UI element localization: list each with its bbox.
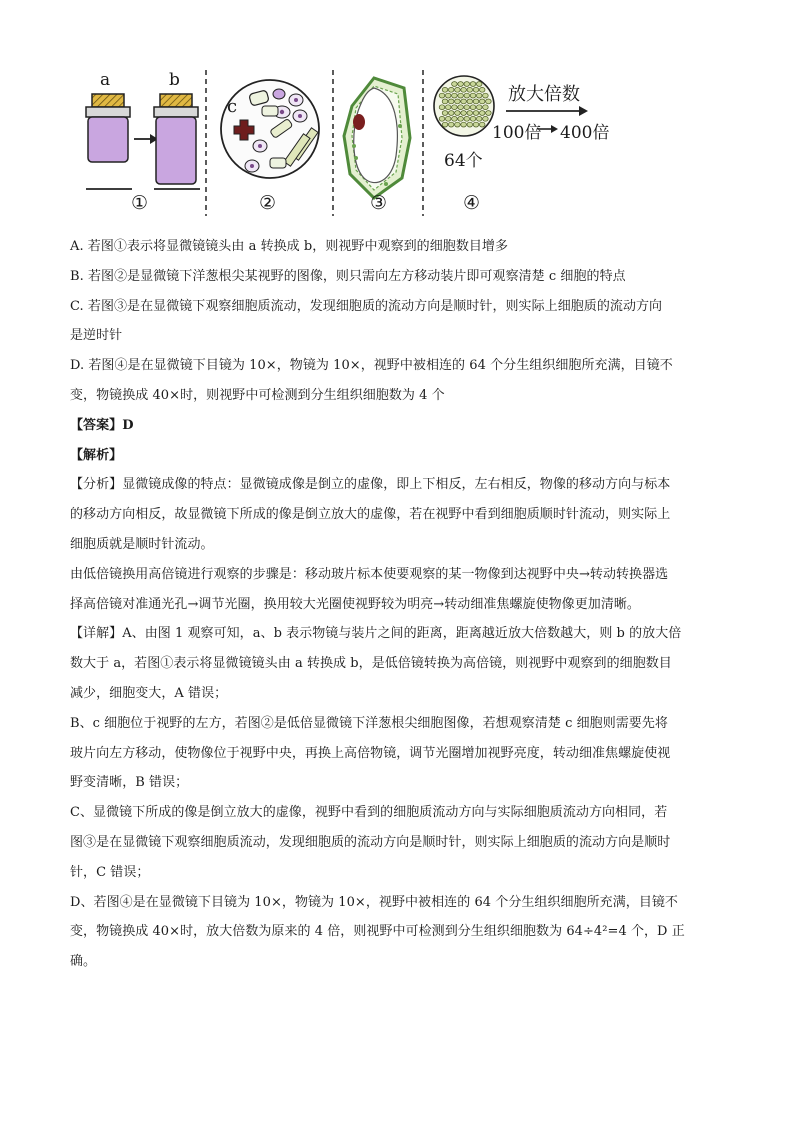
analysis-line: 减少，细胞变大，A 错误； (70, 685, 228, 701)
option-line: A. 若图①表示将显微镜镜头由 a 转换成 b，则视野中观察到的细胞数目增多 (70, 239, 509, 254)
meristem-cell (452, 93, 458, 98)
analysis-line: 【详解】A、由图 1 观察可知，a、b 表示物镜与装片之间的距离，距离越近放大倍数越大，则 b 的放大倍 (70, 626, 682, 642)
panel-number-4: ④ (463, 192, 481, 214)
meristem-cell (442, 122, 448, 127)
objective-lens-a (86, 94, 132, 189)
meristem-cell (458, 93, 464, 98)
meristem-cell (452, 105, 458, 110)
analysis-line: B、c 细胞位于视野的左方，若图②是低倍显微镜下洋葱根尖细胞图像，若想观察清楚 c 细胞则需要先将 (70, 715, 668, 731)
analysis-heading: 【解析】 (70, 447, 123, 463)
magnify-to: 400倍 (560, 123, 610, 143)
meristem-cell (479, 122, 485, 127)
panel-number-3: ③ (370, 192, 388, 214)
meristem-cell (476, 82, 482, 87)
meristem-cell (452, 82, 458, 87)
meristem-cell (473, 87, 479, 92)
cell-count-label: 64个 (444, 151, 483, 171)
option-line: D. 若图④是在显微镜下目镜为 10×，物镜为 10×，视野中被相连的 64 个分生组织细胞所充满，目镜不 (70, 358, 673, 374)
meristem-cell (455, 111, 461, 116)
meristem-cell (458, 105, 464, 110)
panel-number-2: ② (259, 192, 277, 214)
analysis-line: D、若图④是在显微镜下目镜为 10×，物镜为 10×，视野中被相连的 64 个分生组织细胞所充满，目镜不 (70, 894, 678, 910)
option-line: B. 若图②是显微镜下洋葱根尖某视野的图像，则只需向左方移动装片即可观察清楚 c 细胞的特点 (70, 268, 626, 284)
meristem-cell (442, 87, 448, 92)
meristem-cell (442, 111, 448, 116)
meristem-cell (445, 116, 451, 121)
meristem-cell (476, 105, 482, 110)
meristem-cell (486, 99, 492, 104)
meristem-cell (455, 99, 461, 104)
panel-number-1: ① (131, 192, 149, 214)
analysis-line: 数大于 a，若图①表示将显微镜镜头由 a 转换成 b，是低倍镜转换为高倍镜，则视野中观察到的细胞数目 (70, 656, 672, 672)
option-line: 变，物镜换成 40×时，则视野中可检测到分生组织细胞数为 4 个 (70, 387, 445, 403)
analysis-line: 的移动方向相反，故显微镜下所成的像是倒立放大的虚像，若在视野中看到细胞质顺时针流动，则实际上 (70, 507, 671, 523)
magnify-label: 放大倍数 (508, 84, 580, 105)
meristem-cell (483, 93, 489, 98)
meristem-cell (470, 116, 476, 121)
meristem-cell (448, 122, 454, 127)
option-line: 是逆时针 (70, 328, 123, 344)
analysis-line: 择高倍镜对准通光孔→调节光圈，换用较大光圈使视野较为明亮→转动细准焦螺旋使物像更加清晰。 (70, 596, 640, 612)
meristem-cell (448, 87, 454, 92)
meristem-cell (479, 111, 485, 116)
meristem-cell (464, 116, 470, 121)
analysis-line: 野变清晰，B 错误； (70, 775, 189, 791)
meristem-cell (439, 93, 445, 98)
magnify-from: 100倍 (492, 123, 542, 143)
meristem-cell (461, 122, 467, 127)
meristem-cell (467, 87, 473, 92)
meristem-cell (483, 105, 489, 110)
analysis-line: 确。 (70, 954, 97, 970)
objective-lens-b (154, 94, 200, 189)
meristem-cell (473, 122, 479, 127)
label-a: a (100, 70, 111, 90)
meristem-cell (470, 82, 476, 87)
meristem-cell (442, 99, 448, 104)
meristem-cell (461, 111, 467, 116)
meristem-cell (464, 93, 470, 98)
meristem-cell (473, 111, 479, 116)
meristem-cell (464, 82, 470, 87)
meristem-cell (458, 82, 464, 87)
meristem-cell (479, 99, 485, 104)
meristem-cell (439, 116, 445, 121)
analysis-body (70, 470, 720, 977)
analysis-line: 细胞质就是顺时针流动。 (70, 536, 214, 552)
meristem-cell (476, 116, 482, 121)
label-c: c (227, 96, 238, 117)
meristem-cells-field (434, 76, 494, 136)
meristem-cell (470, 105, 476, 110)
analysis-line: 变，物镜换成 40×时，放大倍数为原来的 4 倍，则视野中可检测到分生组织细胞数为 64÷4²=4 个，D 正 (70, 924, 685, 940)
analysis-line: 由低倍镜换用高倍镜进行观察的步骤是：移动玻片标本使要观察的某一物像到达视野中央→转动转换器选 (70, 566, 669, 582)
analysis-line: 图③是在显微镜下观察细胞质流动，发现细胞质的流动方向是顺时针，则实际上细胞质的流动方向是顺时 (70, 834, 671, 850)
meristem-cell (455, 87, 461, 92)
meristem-cell (461, 99, 467, 104)
root-tip-field (221, 80, 319, 178)
meristem-cell (445, 105, 451, 110)
meristem-cell (483, 116, 489, 121)
meristem-cell (464, 105, 470, 110)
option-list (70, 232, 720, 411)
analysis-line: 玻片向左方移动，使物像位于视野中央，再换上高倍物镜，调节光圈增加视野亮度，转动细准焦螺旋使视 (70, 745, 671, 761)
question-content (70, 232, 720, 977)
meristem-cell (455, 122, 461, 127)
meristem-cell (448, 99, 454, 104)
meristem-cell (467, 111, 473, 116)
microscope-figure (74, 66, 634, 226)
meristem-cell (448, 111, 454, 116)
meristem-cell (473, 99, 479, 104)
analysis-line: 【分析】显微镜成像的特点：显微镜成像是倒立的虚像，即上下相反，左右相反，物像的移动方向与标本 (70, 477, 671, 493)
plant-cell (344, 78, 410, 198)
meristem-cell (458, 116, 464, 121)
arrow-icon (134, 134, 158, 144)
meristem-cell (461, 87, 467, 92)
meristem-cell (479, 87, 485, 92)
meristem-cell (467, 99, 473, 104)
meristem-cell (470, 93, 476, 98)
meristem-cell (452, 116, 458, 121)
meristem-cell (439, 105, 445, 110)
option-line: C. 若图③是在显微镜下观察细胞质流动，发现细胞质的流动方向是顺时针，则实际上细胞质的流动方向 (70, 298, 663, 314)
meristem-cell (486, 111, 492, 116)
analysis-line: C、显微镜下所成的像是倒立放大的虚像，视野中看到的细胞质流动方向与实际细胞质流动方向相同，若 (70, 805, 668, 821)
meristem-cell (467, 122, 473, 127)
answer: 【答案】D (70, 417, 134, 433)
label-b: b (169, 70, 180, 90)
analysis-line: 针，C 错误； (70, 864, 150, 880)
meristem-cell (476, 93, 482, 98)
meristem-cell (445, 93, 451, 98)
